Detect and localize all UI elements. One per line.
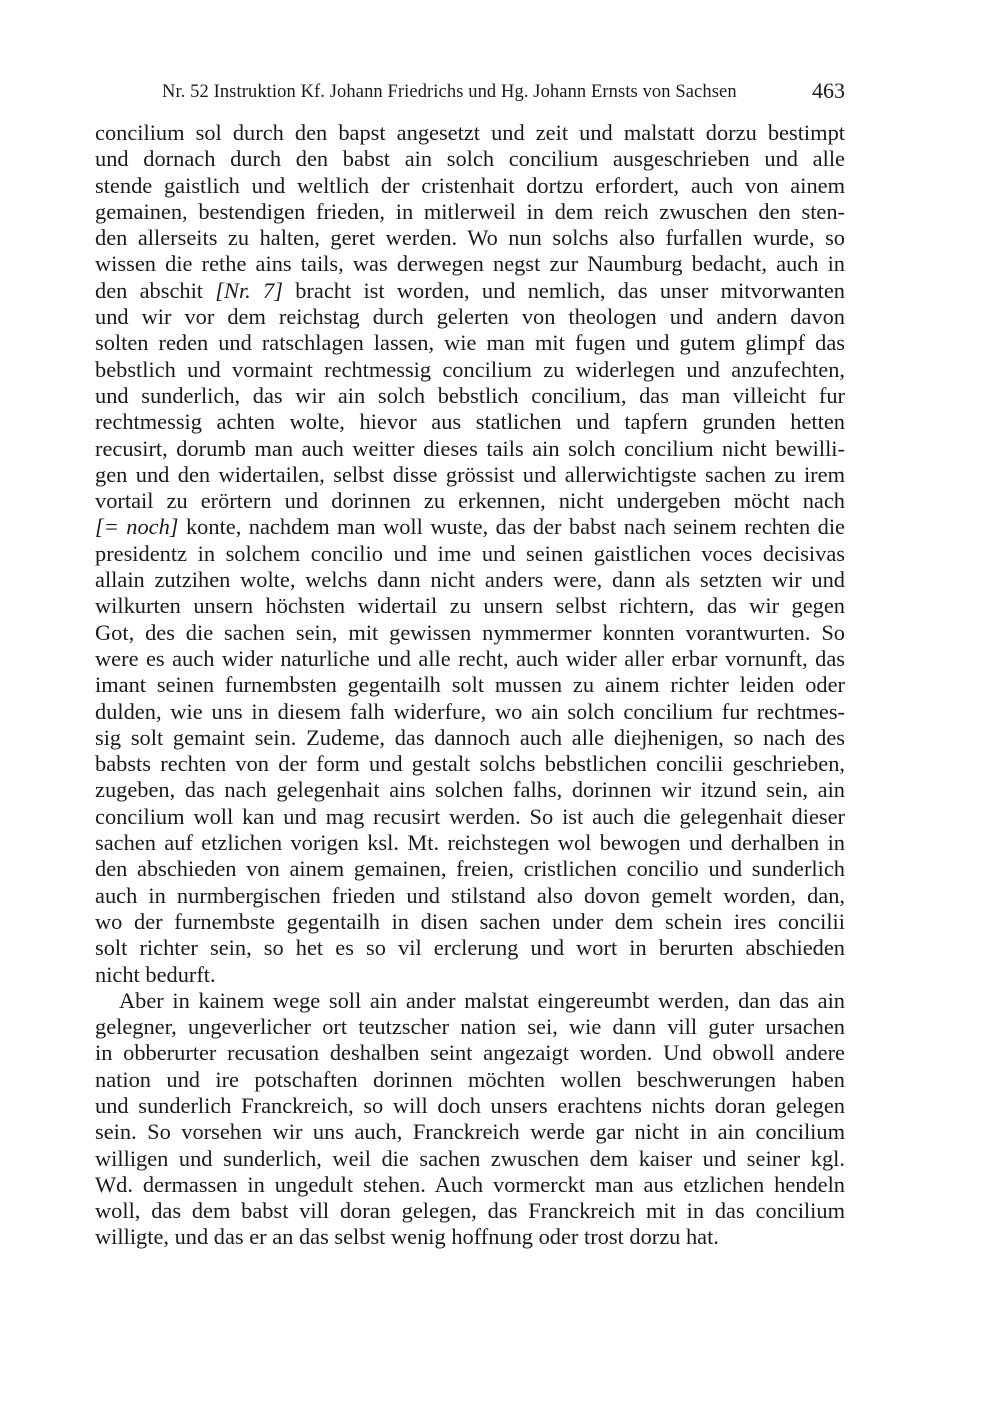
text-line (95, 146, 845, 172)
text-run: konte, nachdem man woll wuste, das der babst nach seinem rechten die (178, 514, 845, 540)
text-run: bebstlich und vormaint rechtmessig concilium zu widerlegen und anzufechten, (95, 356, 845, 382)
text-line (95, 1067, 845, 1093)
text-run: auch in nurmbergischen frieden und stilstand also dovon gemelt worden, dan, (95, 882, 845, 908)
text-line (95, 1198, 845, 1224)
text-run: gen und den widertailen, selbst disse grössist und allerwichtigste sachen zu irem (95, 461, 845, 487)
text-line (95, 725, 845, 751)
text-run: vortail zu erörtern und dorinnen zu erkennen, nicht undergeben möcht nach (95, 488, 845, 514)
text-line (95, 357, 845, 383)
text-run: dulden, wie uns in diesem falh widerfure, wo ain solch concilium fur rechtmes- (95, 698, 845, 724)
text-line (95, 1119, 845, 1145)
text-line (95, 514, 845, 540)
text-line (95, 1146, 845, 1172)
text-line (95, 120, 845, 146)
text-line (95, 935, 845, 961)
text-run: wilkurten unsern höchsten widertail zu unsern selbst richtern, das wir gegen (95, 593, 845, 619)
running-head: Nr. 52 Instruktion Kf. Johann Friedrichs und Hg. Johann Ernsts von Sachsen (162, 82, 737, 102)
text-run: und dornach durch den babst ain solch concilium ausgeschrieben und alle (95, 146, 845, 172)
text-line (95, 278, 845, 304)
text-run: rechtmessig achten wolte, hievor aus statlichen und tapfern grunden hetten (95, 409, 845, 435)
text-line (95, 830, 845, 856)
editorial-note: [Nr. 7] (215, 277, 283, 303)
text-line (95, 251, 845, 277)
page-header (95, 78, 845, 108)
page-number: 463 (812, 78, 845, 103)
text-line (95, 436, 845, 462)
text-run: solten reden und ratschlagen lassen, wie man mit fugen und gutem glimpf das (95, 330, 845, 356)
text-line (95, 567, 845, 593)
text-run: Aber in kainem wege soll ain ander malstat eingereumbt werden, dan das ain (119, 987, 845, 1013)
text-line (95, 856, 845, 882)
text-run: und wir vor dem reichstag durch gelerten von theologen und andern davon (95, 304, 845, 330)
text-line (95, 699, 845, 725)
text-run: sein. So vorsehen wir uns auch, Franckreich werde gar nicht in ain concilium (95, 1119, 845, 1145)
text-line (95, 1014, 845, 1040)
text-run: recusirt, dorumb man auch weitter dieses tails ain solch concilium nicht bewilli- (95, 435, 845, 461)
text-run: allain zutzihen wolte, welchs dann nicht anders were, dann als setzten wir und (95, 567, 845, 593)
text-run: nicht bedurft. (95, 961, 216, 987)
text-run: zugeben, das nach gelegenhait ains solchen falhs, dorinnen wir itzund sein, ain (95, 777, 845, 803)
text-run: Got, des die sachen sein, mit gewissen nymmermer konnten vorantwurten. So (95, 619, 845, 645)
text-line (95, 909, 845, 935)
text-line (95, 988, 845, 1014)
text-run: den allerseits zu halten, geret werden. Wo nun solchs also furfallen wurde, so (95, 225, 845, 251)
text-run: solt richter sein, so het es so vil erclerung und wort in berurten abschieden (95, 935, 845, 961)
text-line (95, 304, 845, 330)
body-text (95, 120, 845, 1251)
text-run: Wd. dermassen in ungedult stehen. Auch vormerckt man aus etzlichen hendeln (95, 1171, 845, 1197)
text-run: presidentz in solchem concilio und ime und seinen gaistlichen voces decisivas (95, 540, 845, 566)
text-line (95, 383, 845, 409)
text-run: den abschit (95, 277, 216, 303)
text-run: willigen und sunderlich, weil die sachen zwuschen dem kaiser und seiner kgl. (95, 1145, 845, 1171)
text-line (95, 199, 845, 225)
text-line (95, 1040, 845, 1066)
text-run: nation und ire potschaften dorinnen möchten wollen beschwerungen haben (95, 1066, 845, 1092)
text-run: und sunderlich, das wir ain solch bebstlich concilium, das man villeicht fur (95, 382, 845, 408)
text-run: gelegner, ungeverlicher ort teutzscher nation sei, wie dann vill guter ursachen (95, 1014, 845, 1040)
text-run: sig solt gemaint sein. Zudeme, das dannoch auch alle diejhenigen, so nach des (95, 724, 845, 750)
text-run: concilium woll kan und mag recusirt werden. So ist auch die gelegenhait dieser (95, 803, 845, 829)
text-line (95, 1093, 845, 1119)
text-run: babsts rechten von der form und gestalt solchs bebstlichen concilii geschrieben, (95, 751, 845, 777)
text-run: und sunderlich Franckreich, so will doch unsers erachtens nichts doran gelegen (95, 1092, 845, 1118)
editorial-note: [= noch] (95, 514, 179, 540)
text-run: in obberurter recusation deshalben seint angezaigt worden. Und obwoll andere (95, 1040, 845, 1066)
text-line (95, 646, 845, 672)
text-line (95, 1172, 845, 1198)
text-line (95, 777, 845, 803)
text-run: gemainen, bestendigen frieden, in mitlerweil in dem reich zwuschen den sten- (95, 198, 845, 224)
text-line (95, 751, 845, 777)
text-run: willigte, und das er an das selbst wenig hoffnung oder trost dorzu hat. (95, 1224, 719, 1250)
text-run: were es auch wider naturliche und alle recht, auch wider aller erbar vornunft, das (95, 645, 845, 671)
text-line (95, 173, 845, 199)
text-run: sachen auf etzlichen vorigen ksl. Mt. reichstegen wol bewogen und derhalben in (95, 830, 845, 856)
text-line (95, 593, 845, 619)
text-line (95, 488, 845, 514)
text-run: wo der furnembste gegentailh in disen sachen under dem schein ires concilii (95, 908, 845, 934)
text-line (95, 1224, 845, 1250)
text-run: bracht ist worden, und nemlich, das unser mitvorwanten (282, 277, 845, 303)
text-line (95, 409, 845, 435)
text-line (95, 541, 845, 567)
text-run: den abschieden von ainem gemainen, freien, cristlichen concilio und sunderlich (95, 856, 845, 882)
text-line (95, 225, 845, 251)
text-line (95, 962, 845, 988)
text-line (95, 462, 845, 488)
text-run: imant seinen furnembsten gegentailh solt mussen zu ainem richter leiden oder (95, 672, 845, 698)
text-line (95, 883, 845, 909)
text-run: stende gaistlich und weltlich der cristenhait dortzu erfordert, auch von ainem (95, 172, 845, 198)
text-line (95, 804, 845, 830)
text-line (95, 672, 845, 698)
text-run: woll, das dem babst vill doran gelegen, das Franckreich mit in das concilium (95, 1198, 845, 1224)
text-run: concilium sol durch den bapst angesetzt und zeit und malstatt dorzu bestimpt (95, 120, 845, 145)
text-line (95, 330, 845, 356)
text-run: wissen die rethe ains tails, was derwegen negst zur Naumburg bedacht, auch in (95, 251, 845, 277)
text-line (95, 620, 845, 646)
